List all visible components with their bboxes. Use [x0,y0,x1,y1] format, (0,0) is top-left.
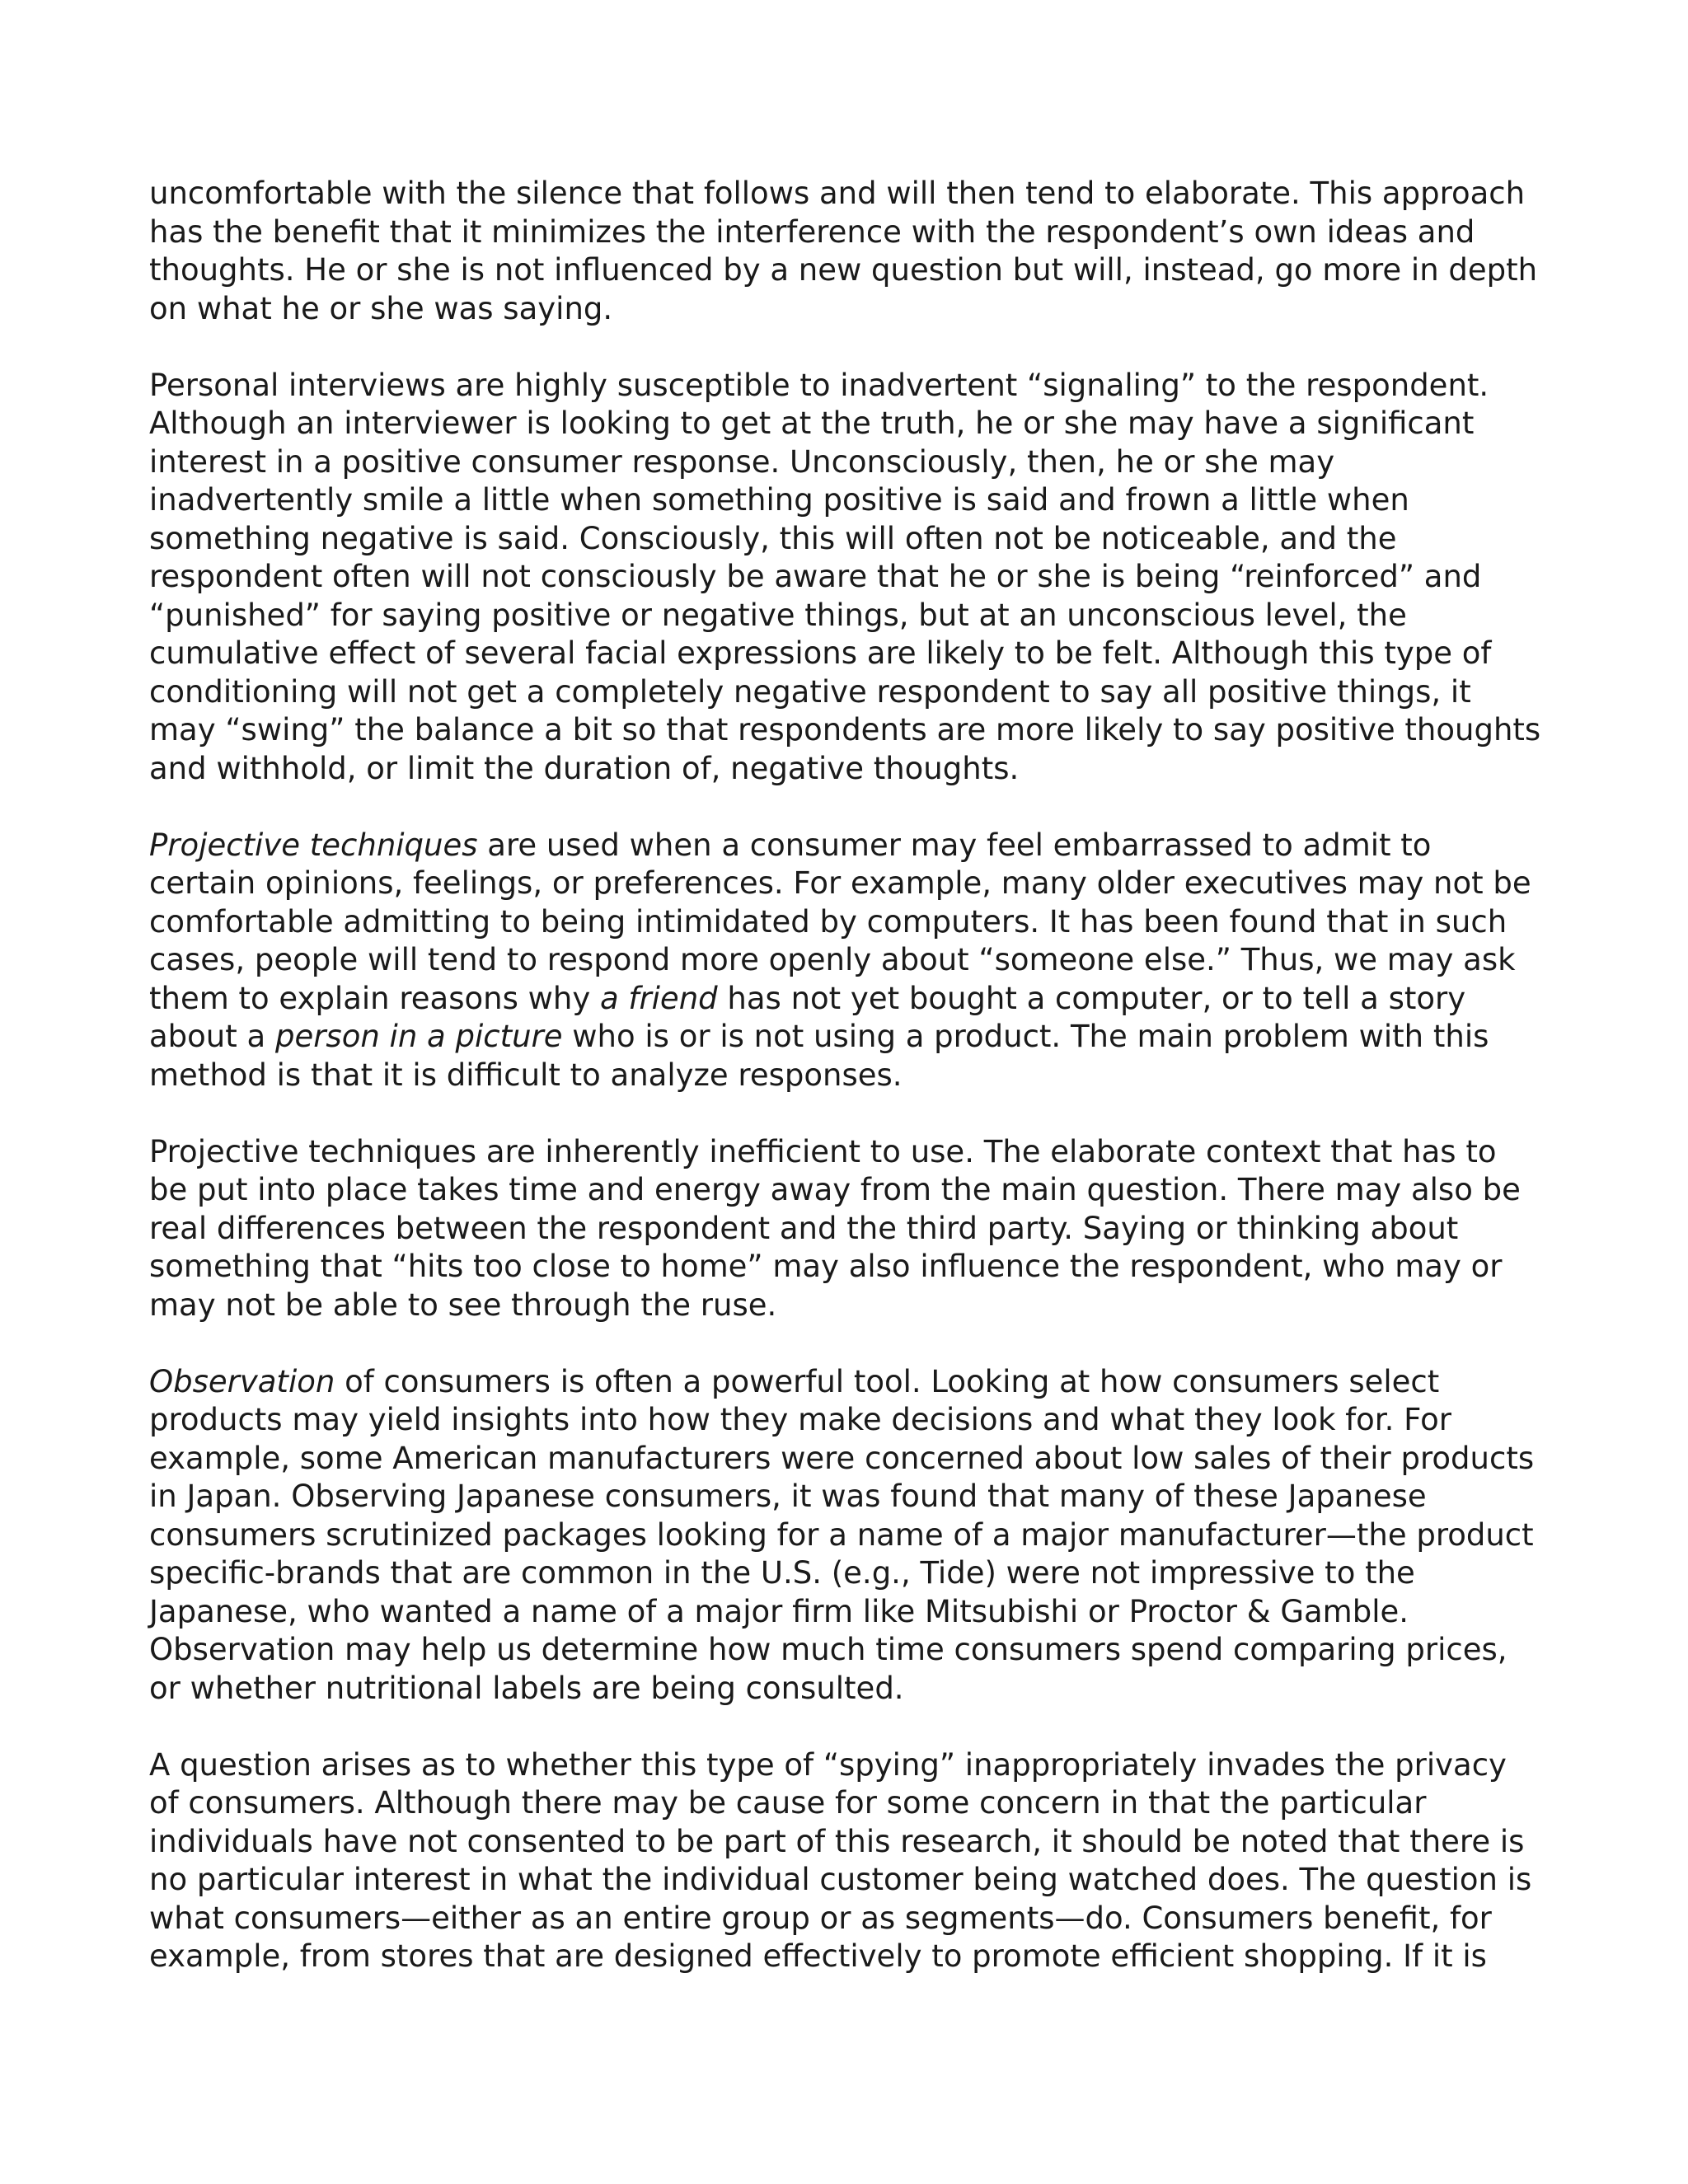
paragraph-text: are used when a consumer may feel embarrassed to admit to certain opinions, feelings, or preferences. For example, many older executives may not be comfortable admitting to being intimidated by computers. It has been found that in such cases, people will tend to respond more openly about “someone else.” Thus, we may ask them to explain reasons why [149,827,1531,1016]
paragraph-projective-inefficient [149,1133,1542,1325]
paragraph-text: Projective techniques are inherently inefficient to use. The elaborate context that has to be put into place takes time and energy away from the main question. There may also be real differences between the respondent and the third party. Saying or thinking about something that “hits too close to home” may also influence the respondent, who may or may not be able to see through the ruse. [149,1133,1521,1323]
paragraph-observation [149,1363,1542,1708]
document-body [149,175,1542,1976]
paragraph-projective-techniques [149,827,1542,1095]
term-projective-techniques: Projective techniques [149,827,478,863]
paragraph-text: of consumers is often a powerful tool. Looking at how consumers select products may yield insights into how they make decisions and what they look for. For example, some American manufacturers were concerned about low sales of their products in Japan. Observing Japanese consumers, it was found that many of these Japanese consumers scrutinized packages looking for a name of a major manufacturer—the product specific-brands that are common in the U.S. (e.g., Tide) were not impressive to the Japanese, who wanted a name of a major firm like Mitsubishi or Proctor & Gamble. Observation may help us determine how much time consumers spend comparing prices, or whether nutritional labels are being consulted. [149,1363,1535,1706]
paragraph-silence-approach [149,175,1542,328]
paragraph-text: A question arises as to whether this type of “spying” inappropriately invades the privacy of consumers. Although there may be cause for some concern in that the particular individuals have not consented to be part of this research, it should be noted that there is no particular interest in what the individual customer being watched does. The question is what consumers—either as an entire group or as segments—do. Consumers benefit, for example, from stores that are designed effectively to promote efficient shopping. If it is [149,1746,1532,1974]
paragraph-text: uncomfortable with the silence that follows and will then tend to elaborate. This approach has the benefit that it minimizes the interference with the respondent’s own ideas and thoughts. He or she is not influenced by a new question but will, instead, go more in depth on what he or she was saying. [149,176,1538,326]
term-observation: Observation [149,1363,335,1399]
paragraph-personal-interviews [149,367,1542,789]
paragraph-text: has not yet bought a computer, or to tell a story about a [149,980,1466,1054]
emphasis-a-friend: a friend [599,980,718,1016]
paragraph-text: Personal interviews are highly susceptible to inadvertent “signaling” to the respondent. Although an interviewer is looking to get at the truth, he or she may have a significant interest in a positive consumer response. Unconsciously, then, he or she may inadvertently smile a little when something positive is said and frown a little when something negative is said. Consciously, this will often not be noticeable, and the respondent often will not consciously be aware that he or she is being “reinforced” and “punished” for saying positive or negative things, but at an unconscious level, the cumulative effect of several facial expressions are likely to be felt. Although this type of conditioning will not get a completely negative respondent to say all positive things, it may “swing” the balance a bit so that respondents are more likely to say positive thoughts and withhold, or limit the duration of, negative thoughts. [149,367,1541,786]
paragraph-privacy-question [149,1746,1542,1976]
emphasis-person-in-picture: person in a picture [274,1019,563,1054]
paragraph-text: who is or is not using a product. The main problem with this method is that it is difficult to analyze responses. [149,1019,1489,1093]
